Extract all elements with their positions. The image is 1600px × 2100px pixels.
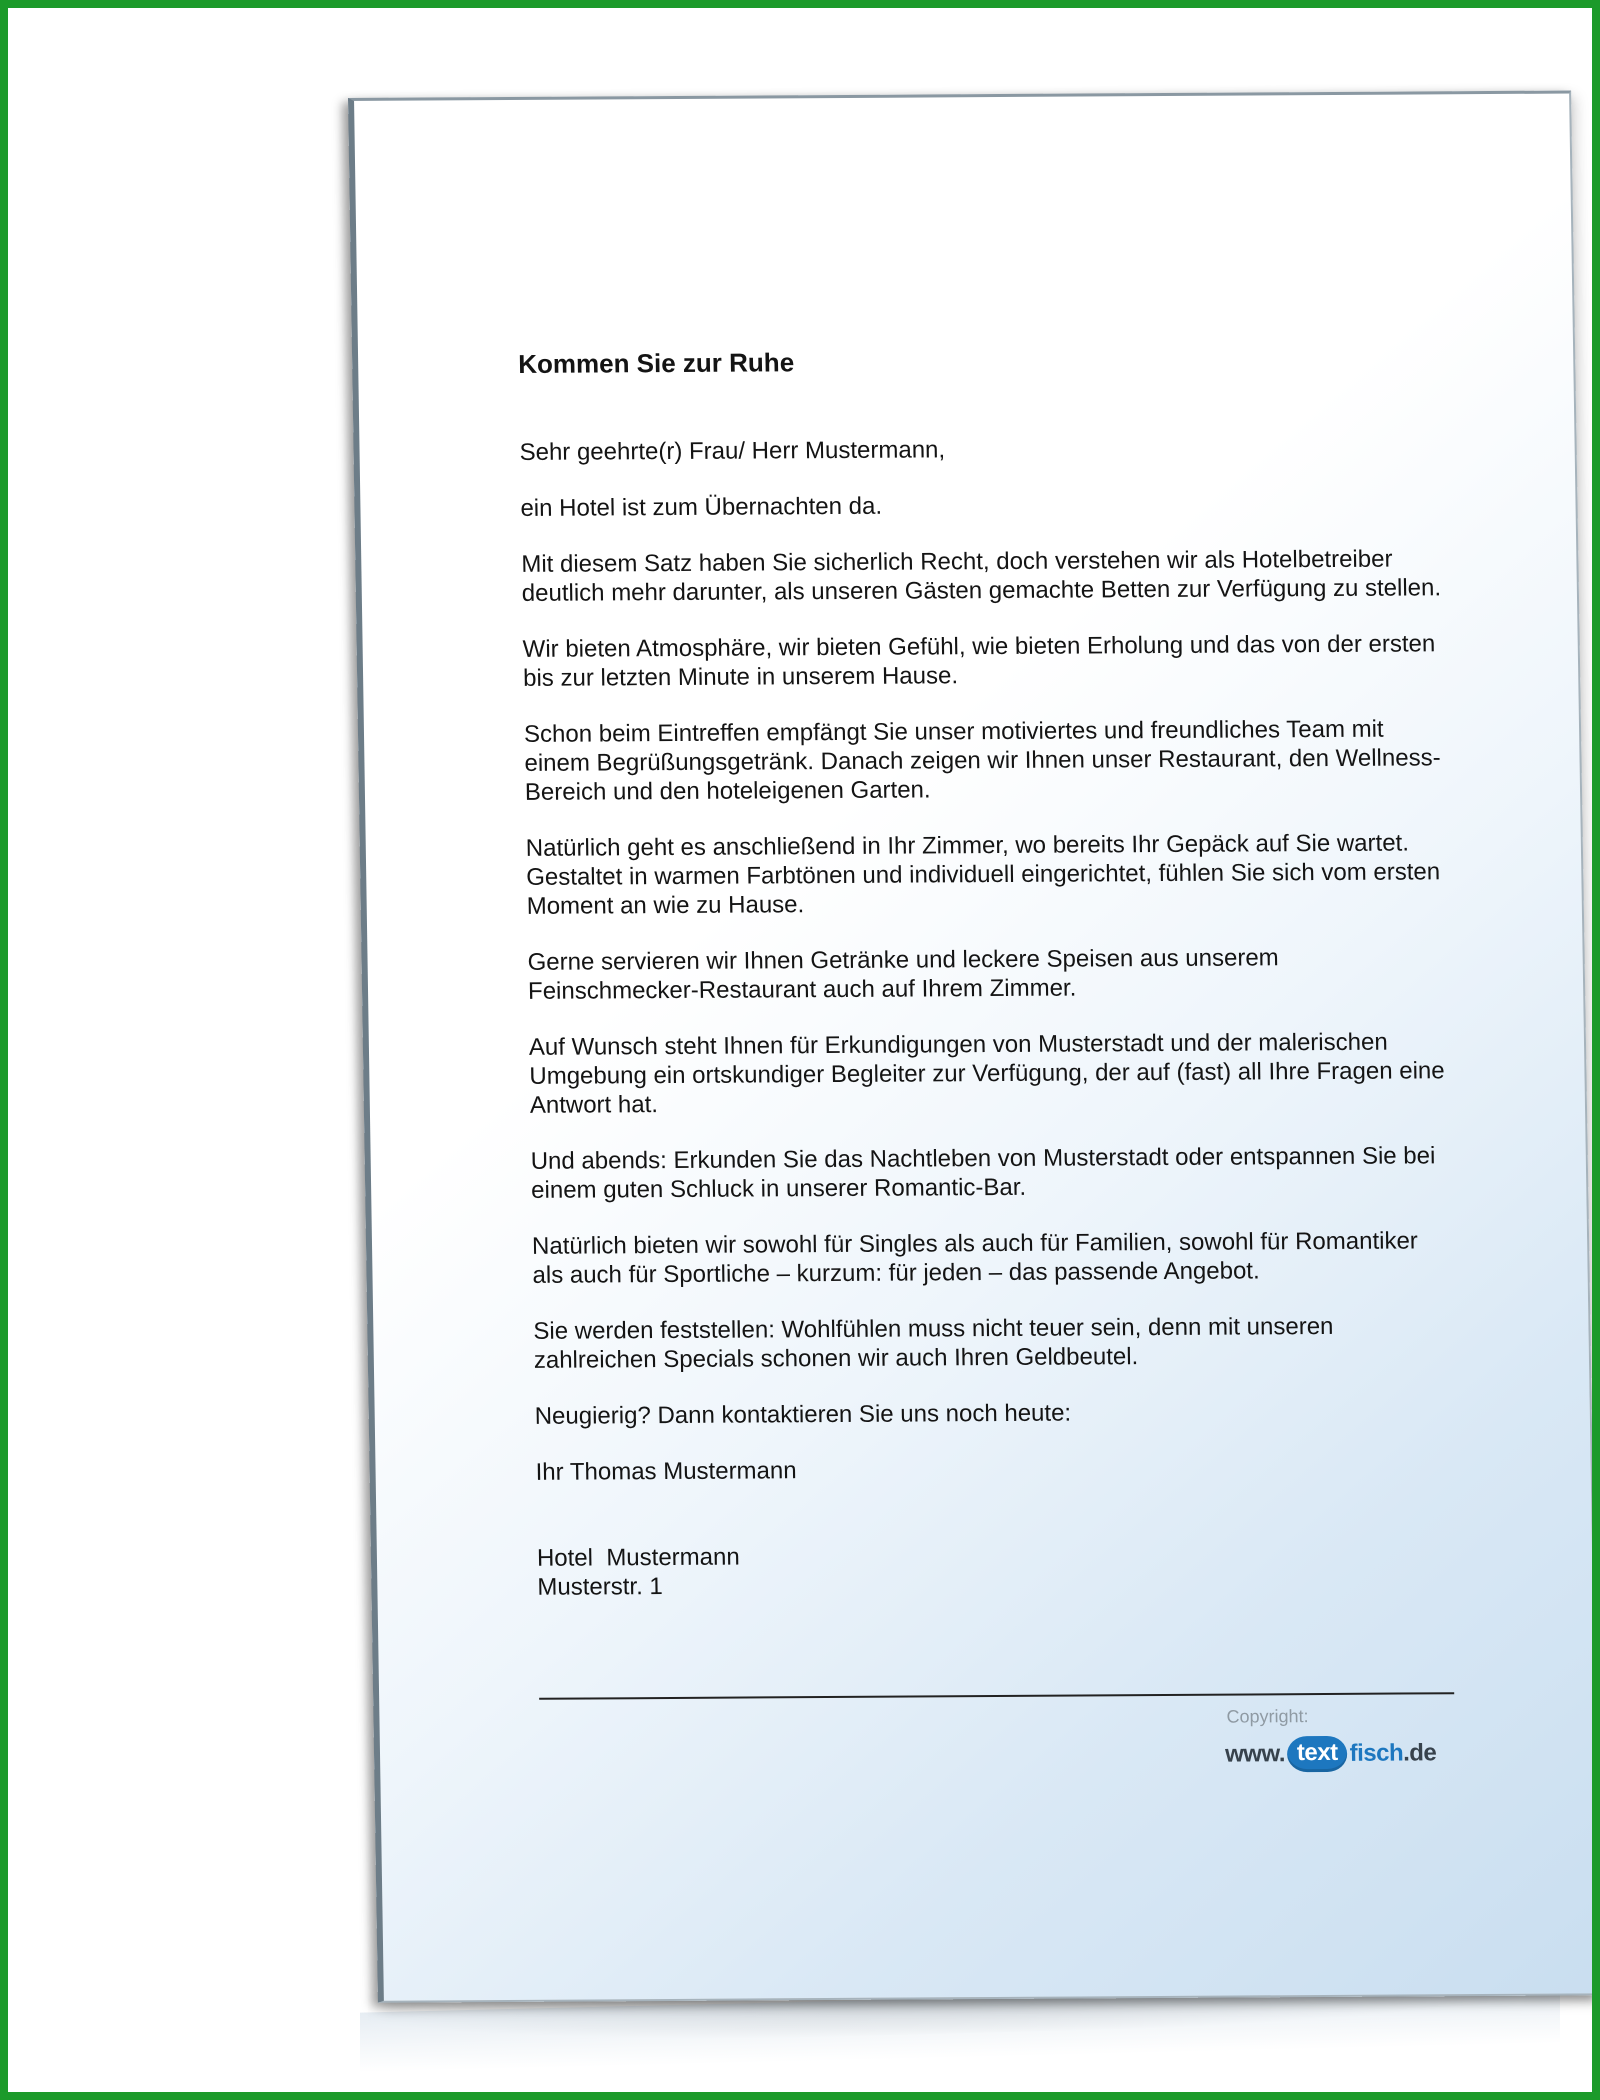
letter-paragraph: Schon beim Eintreffen empfängt Sie unser motiviertes und freundliches Team mit einem Begrüßungsgetränk. Danach zeigen wir Ihnen unser Restaurant, den Wellness-Bereich und den hoteleigenen Garten. xyxy=(523,715,1441,806)
document-preview-scene xyxy=(8,8,1600,2100)
letter-salutation: Sehr geehrte(r) Frau/ Herr Mustermann, xyxy=(519,436,946,466)
letter-page xyxy=(348,91,1600,2003)
letter-paragraph: Natürlich bieten wir sowohl für Singles als auch für Familien, sowohl für Romantiker als auch für Sportliche – kurzum: für jeden – das passende Angebot. xyxy=(531,1227,1418,1289)
letter-paragraph: Neugierig? Dann kontaktieren Sie uns noch heute: xyxy=(534,1399,1072,1430)
textfisch-logo xyxy=(1225,1733,1437,1774)
letter-paragraph: Sie werden feststellen: Wohlfühlen muss nicht teuer sein, denn mit unseren zahlreichen Specials schonen wir auch Ihren Geldbeutel. xyxy=(533,1312,1334,1374)
letter-paragraph: Mit diesem Satz haben Sie sicherlich Recht, doch verstehen wir als Hotelbetreiber deutlich mehr darunter, als unseren Gästen gemachte Betten zur Verfügung zu stellen. xyxy=(521,545,1442,607)
letter-paragraph: ein Hotel ist zum Übernachten da. xyxy=(520,492,883,522)
logo-www: www. xyxy=(1224,1740,1286,1768)
letter-paragraph: Und abends: Erkunden Sie das Nachtleben von Musterstadt oder entspannen Sie bei einem guten Schluck in unserer Romantic-Bar. xyxy=(530,1142,1436,1204)
address-line: Musterstr. 1 xyxy=(537,1573,664,1601)
letter-content xyxy=(518,342,1458,1601)
logo-de: .de xyxy=(1402,1739,1437,1767)
letter-paragraph: Gerne servieren wir Ihnen Getränke und leckere Speisen aus unserem Feinschmecker-Restaurant auch auf Ihrem Zimmer. xyxy=(527,944,1279,1005)
letter-paragraph: Auf Wunsch steht Ihnen für Erkundigungen von Musterstadt und der malerischen Umgebung ein ortskundiger Begleiter zur Verfügung, der auf (fast) all Ihre Fragen eine Antwort hat. xyxy=(528,1028,1445,1119)
logo-fish-badge: text xyxy=(1287,1736,1348,1772)
letter-paragraph: Natürlich geht es anschließend in Ihr Zimmer, wo bereits Ihr Gepäck auf Sie wartet. Gestaltet in warmen Farbtönen und individuell eingerichtet, fühlen Sie sich vom ersten Moment an wie zu Hause. xyxy=(525,829,1441,920)
letter-closing: Ihr Thomas Mustermann xyxy=(535,1457,797,1486)
copyright-block xyxy=(1224,1689,1465,1780)
logo-fisch: fisch xyxy=(1349,1739,1404,1767)
letter-title: Kommen Sie zur Ruhe xyxy=(517,347,795,379)
address-line: Hotel Mustermann xyxy=(536,1543,740,1572)
letter-paragraph: Wir bieten Atmosphäre, wir bieten Gefühl, wie bieten Erholung und das von der ersten bis zur letzten Minute in unserem Hause. xyxy=(522,630,1436,692)
copyright-label: Copyright: xyxy=(1226,1706,1309,1727)
